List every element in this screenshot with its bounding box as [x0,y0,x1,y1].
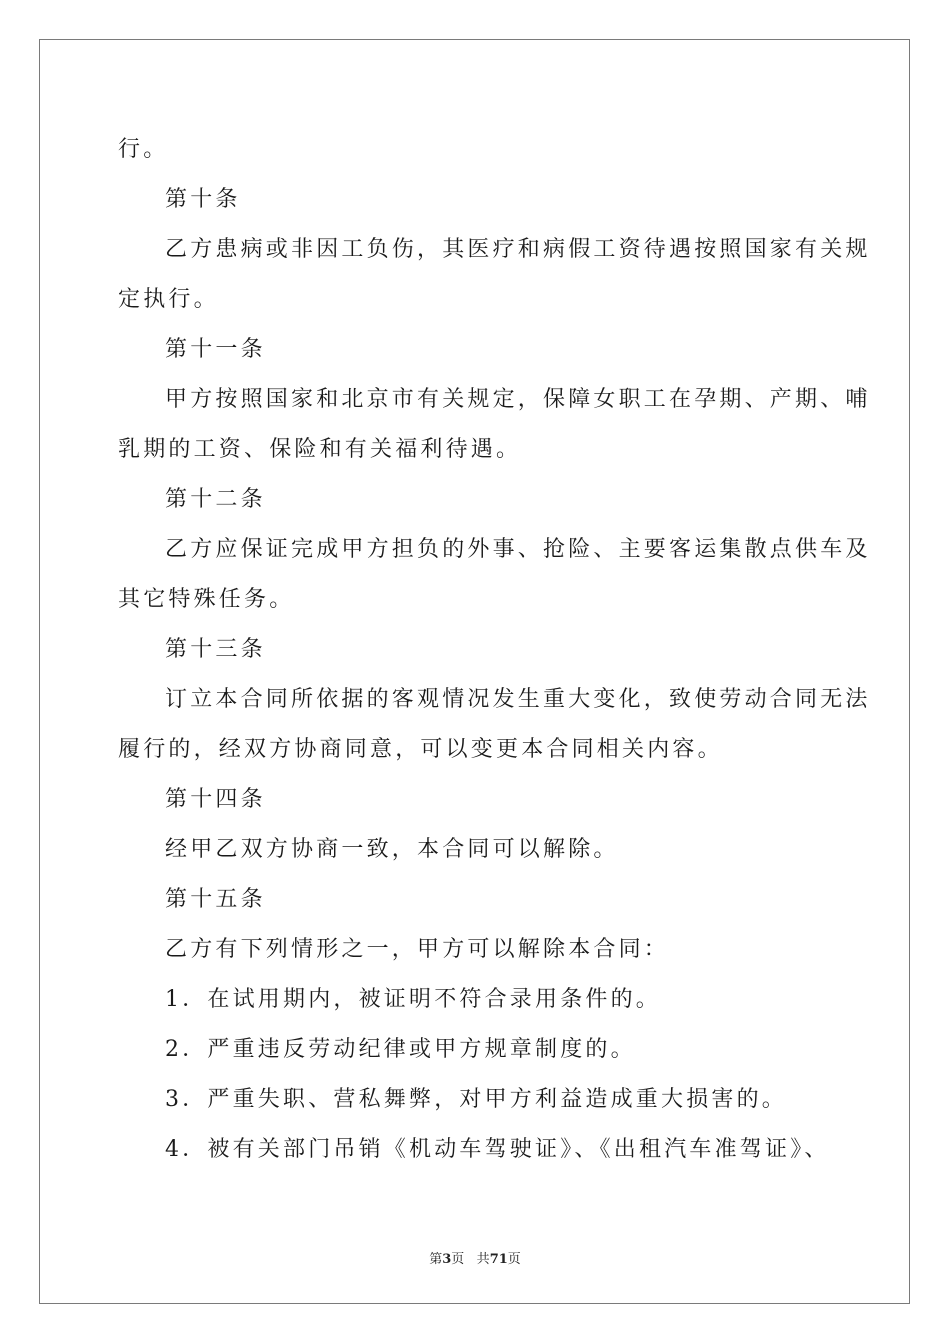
text-line: 履行的，经双方协商同意，可以变更本合同相关内容。 [118,737,723,762]
paragraph-line: 乙方患病或非因工负伤，其医疗和病假工资待遇按照国家有关规 [165,237,871,262]
total-suffix: 页 [507,1252,521,1267]
page-number: 3 [442,1252,452,1267]
article-heading: 第十四条 [165,787,266,812]
total-pages: 71 [489,1252,508,1267]
total-prefix: 共 [476,1252,490,1267]
paragraph-line: 经甲乙双方协商一致，本合同可以解除。 [165,837,619,862]
article-heading: 第十条 [165,187,241,212]
article-heading: 第十二条 [165,487,266,512]
article-heading: 第十五条 [165,887,266,912]
article-heading: 第十一条 [165,337,266,362]
list-item: 1．在试用期内，被证明不符合录用条件的。 [165,987,661,1012]
page-suffix: 页 [451,1252,465,1267]
paragraph-line: 乙方有下列情形之一，甲方可以解除本合同： [165,937,670,962]
paragraph-line: 订立本合同所依据的客观情况发生重大变化，致使劳动合同无法 [165,687,871,712]
page-footer [0,1248,950,1267]
text-line: 行。 [118,137,169,162]
paragraph-line: 甲方按照国家和北京市有关规定，保障女职工在孕期、产期、哺 [165,387,871,412]
text-line: 其它特殊任务。 [118,587,295,612]
paragraph-line: 乙方应保证完成甲方担负的外事、抢险、主要客运集散点供车及 [165,537,871,562]
page-prefix: 第 [429,1252,443,1267]
list-item: 3．严重失职、营私舞弊，对甲方利益造成重大损害的。 [165,1087,787,1112]
text-line: 定执行。 [118,287,219,312]
list-item: 4．被有关部门吊销《机动车驾驶证》、《出租汽车准驾证》、 [165,1137,830,1162]
list-item: 2．严重违反劳动纪律或甲方规章制度的。 [165,1037,636,1062]
text-line: 乳期的工资、保险和有关福利待遇。 [118,437,522,462]
article-heading: 第十三条 [165,637,266,662]
